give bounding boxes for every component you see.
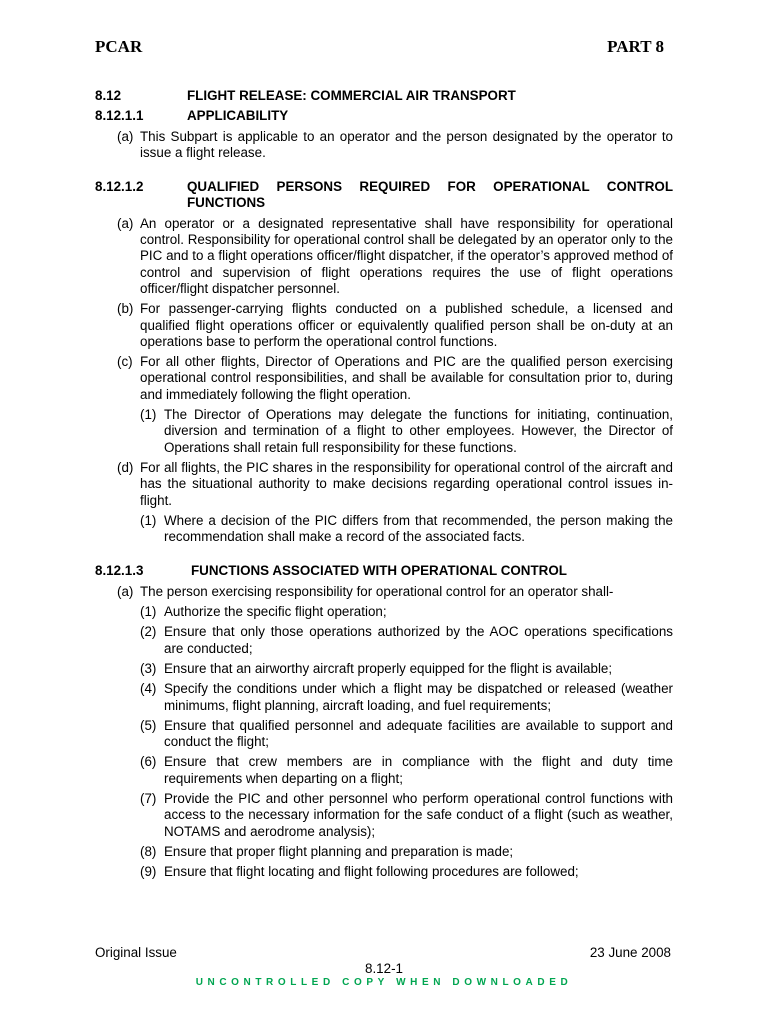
list-item [95,354,673,403]
item-label: (1) [140,407,157,423]
sub-list-item [95,407,673,456]
header-part-label: PART 8 [607,37,664,56]
item-text: For all other flights, Director of Operations and PIC are the qualified person exercising operational control responsibilities, and shall be available for consultation prior to, during and immediately following the flight operation. [140,354,673,402]
list-item [95,584,673,600]
item-label: (a) [117,128,134,144]
item-text: Ensure that flight locating and flight following procedures are followed; [164,864,579,880]
sub-list-item [95,864,673,880]
section-heading [95,88,673,104]
document-body [95,88,673,888]
item-label: (6) [140,754,157,770]
section-number: 8.12.1.2 [95,179,144,195]
section-title: QUALIFIED PERSONS REQUIRED FOR OPERATIONAL CONTROL FUNCTIONS [187,179,673,211]
item-label: (9) [140,864,157,880]
item-text: For passenger-carrying flights conducted on a published schedule, a licensed and qualified flight operations officer or equivalently qualified person shall be on-duty at an operations base to perform the operational control functions. [140,301,673,349]
item-text: Specify the conditions under which a flight may be dispatched or released (weather minimums, flight planning, aircraft loading, and fuel requirements; [164,681,673,713]
item-label: (c) [117,354,133,370]
sub-list-item [95,754,673,787]
item-label: (d) [117,459,134,475]
section-number: 8.12.1.1 [95,108,144,124]
section-heading [95,179,673,212]
section-title: FLIGHT RELEASE: COMMERCIAL AIR TRANSPORT [187,88,516,103]
item-text: Ensure that qualified personnel and adequate facilities are available to support and conduct the flight; [164,717,673,750]
sub-list-item [95,604,673,620]
item-text: This Subpart is applicable to an operator and the person designated by the operator to issue a flight release. [140,128,673,160]
item-label: (2) [140,624,157,640]
item-label: (a) [117,215,134,231]
item-label: (a) [117,583,134,599]
list-item [95,129,673,162]
list-item [95,460,673,509]
sub-list-item [95,513,673,546]
section-number: 8.12 [95,88,122,103]
sub-list-item [95,624,673,657]
item-label: (5) [140,717,157,733]
section-title: APPLICABILITY [187,108,289,124]
sub-list-item [95,718,673,751]
section-heading [95,108,673,124]
item-label: (8) [140,843,157,859]
item-label: (3) [140,660,157,676]
item-label: (4) [140,681,157,697]
sub-list-item [95,681,673,714]
item-text: The Director of Operations may delegate the functions for initiating, continuation, diversion and termination of a flight to other employees. However, the Director of Operations shall retain full responsibility for these functions. [164,407,673,455]
footer-page-number: 8.12-1 [365,961,403,976]
item-text: Ensure that proper flight planning and preparation is made; [164,843,514,859]
sub-list-item [95,844,673,860]
item-label: (1) [140,512,157,528]
item-label: (7) [140,790,157,806]
item-label: (1) [140,604,157,620]
item-text: Authorize the specific flight operation; [164,604,387,620]
item-text: For all flights, the PIC shares in the responsibility for operational control of the aircraft and has the situational authority to make decisions regarding operational control issues in-flight. [140,459,673,508]
section-number: 8.12.1.3 [95,563,144,579]
list-item [95,301,673,350]
item-text: Ensure that only those operations authorized by the AOC operations specifications are conducted; [164,624,673,656]
item-text: The person exercising responsibility for operational control for an operator shall- [140,583,614,599]
section-heading [95,563,673,579]
header-doc-title: PCAR [95,37,143,56]
item-label: (b) [117,301,134,317]
footer-control-notice: UNCONTROLLED COPY WHEN DOWNLOADED [195,977,573,988]
footer-date: 23 June 2008 [589,945,671,960]
section-title: FUNCTIONS ASSOCIATED WITH OPERATIONAL CONTROL [191,563,567,579]
sub-list-item [95,791,673,840]
item-text: An operator or a designated representative shall have responsibility for operational control. Responsibility for operational control shall be delegated by an operator only to the PIC and to a flight operations officer/flight dispatcher, if the operator’s approved method of control and supervision of flight operations requires the use of flight operations officer/flight dispatcher personnel. [140,215,673,296]
footer-issue: Original Issue [95,945,177,960]
list-item [95,216,673,297]
item-text: Ensure that crew members are in compliance with the flight and duty time requirements when departing on a flight; [164,754,673,786]
sub-list-item [95,661,673,677]
item-text: Where a decision of the PIC differs from that recommended, the person making the recommendation shall make a record of the associated facts. [164,512,673,545]
item-text: Ensure that an airworthy aircraft properly equipped for the flight is available; [164,660,613,676]
item-text: Provide the PIC and other personnel who perform operational control functions with access to the necessary information for the safe conduct of a flight (such as weather, NOTAMS and aerodrome analysis); [164,790,673,839]
